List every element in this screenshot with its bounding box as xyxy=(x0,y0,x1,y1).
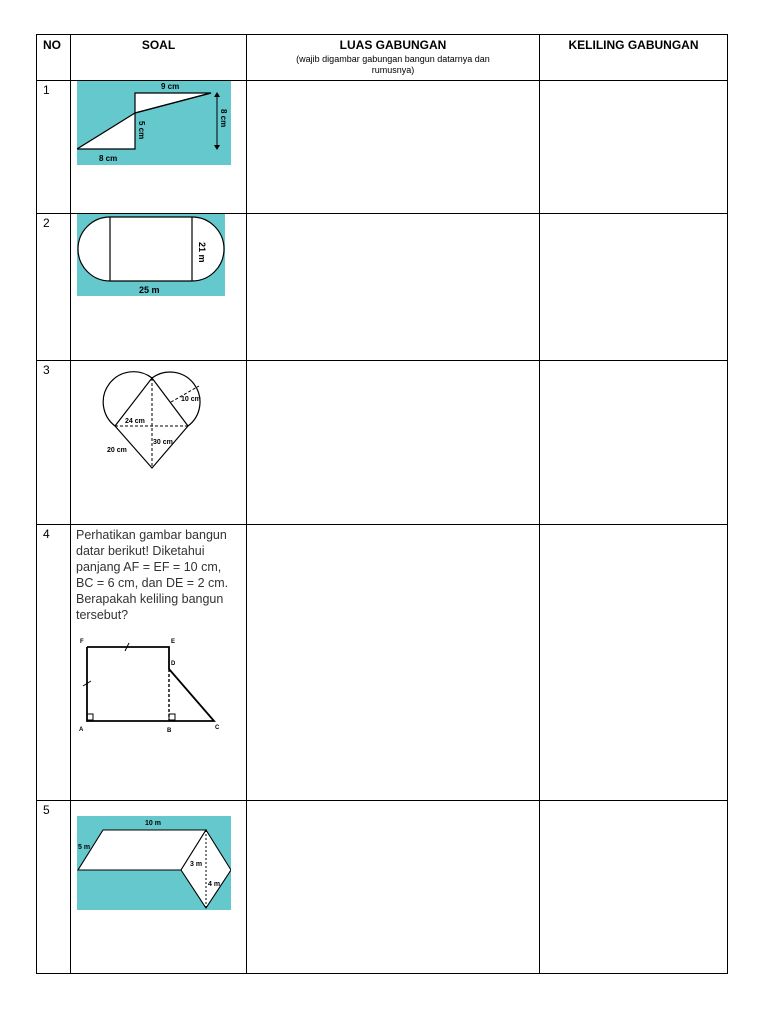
row-number: 5 xyxy=(37,801,71,974)
table-row xyxy=(37,214,728,361)
figure-trapezoid xyxy=(77,637,229,739)
header-no: NO xyxy=(37,35,71,81)
header-soal: SOAL xyxy=(71,35,247,81)
label-radius: 10 cm xyxy=(181,396,201,403)
point-e: E xyxy=(171,639,176,645)
table-row xyxy=(37,801,728,974)
header-luas: LUAS GABUNGAN (wajib digambar gabungan bangun datarnya dan rumusnya) xyxy=(247,35,540,81)
keliling-answer-cell[interactable] xyxy=(540,525,728,801)
soal-cell xyxy=(71,81,247,214)
label-bottom: 8 cm xyxy=(99,154,118,163)
keliling-answer-cell[interactable] xyxy=(540,801,728,974)
point-a: A xyxy=(79,727,84,733)
keliling-answer-cell[interactable] xyxy=(540,361,728,525)
header-luas-note: (wajib digambar gabungan bangun datarnya dan rumusnya) xyxy=(296,54,490,75)
label-height: 21 m xyxy=(197,242,207,263)
table-row xyxy=(37,81,728,214)
figure-parallelogram xyxy=(77,816,231,910)
point-f: F xyxy=(80,639,84,645)
label-side: 20 cm xyxy=(107,447,127,454)
soal-cell xyxy=(71,525,247,801)
point-c: C xyxy=(215,725,220,731)
table-row xyxy=(37,361,728,525)
header-row xyxy=(37,35,728,81)
label-right: 8 cm xyxy=(219,109,228,128)
soal-cell xyxy=(71,214,247,361)
row-number: 3 xyxy=(37,361,71,525)
figure-triangles xyxy=(77,81,231,165)
luas-answer-cell[interactable] xyxy=(247,801,540,974)
row-number: 1 xyxy=(37,81,71,214)
figure-stadium xyxy=(77,214,225,296)
label-mid: 5 cm xyxy=(137,121,146,140)
question-text: Perhatikan gambar bangun datar berikut! Diketahui panjang AF = EF = 10 cm, BC = 6 cm, dan DE = 2 cm. Berapakah keliling bangun tersebut? xyxy=(76,528,229,622)
header-keliling: KELILING GABUNGAN xyxy=(540,35,728,81)
luas-answer-cell[interactable] xyxy=(247,81,540,214)
soal-cell xyxy=(71,361,247,525)
soal-cell xyxy=(71,801,247,974)
label-small: 3 m xyxy=(190,861,203,868)
label-width: 25 m xyxy=(139,285,160,295)
row-number: 4 xyxy=(37,525,71,801)
label-left: 5 m xyxy=(78,844,91,851)
label-diagonal: 24 cm xyxy=(125,418,145,425)
keliling-answer-cell[interactable] xyxy=(540,81,728,214)
table-row xyxy=(37,525,728,801)
label-top: 10 m xyxy=(145,820,161,827)
luas-answer-cell[interactable] xyxy=(247,525,540,801)
luas-answer-cell[interactable] xyxy=(247,361,540,525)
figure-heart xyxy=(91,369,211,473)
luas-answer-cell[interactable] xyxy=(247,214,540,361)
row-number: 2 xyxy=(37,214,71,361)
label-right: 4 m xyxy=(208,881,221,888)
keliling-answer-cell[interactable] xyxy=(540,214,728,361)
point-b: B xyxy=(167,728,172,734)
point-d: D xyxy=(171,661,176,667)
label-vertical: 30 cm xyxy=(153,439,173,446)
worksheet-table xyxy=(36,34,728,974)
label-top: 9 cm xyxy=(161,82,180,91)
